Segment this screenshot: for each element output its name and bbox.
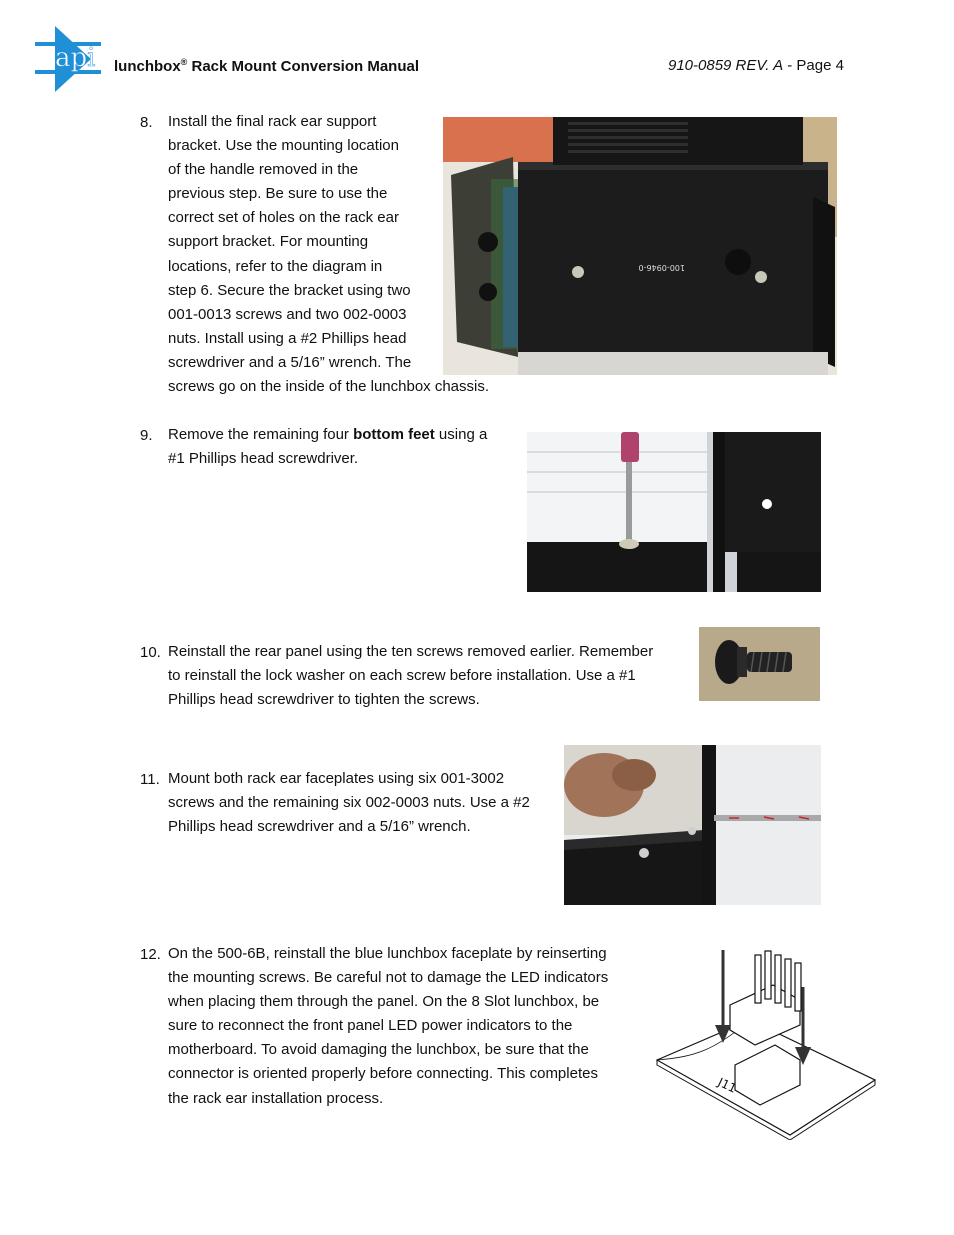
step-9-number: 9. <box>140 427 153 444</box>
bottom-feet-emphasis: bottom feet <box>353 426 435 443</box>
step-12-text: On the 500-6B, reinstall the blue lunchbox faceplate by reinserting the mounting screws. Be careful not to damage the LED indicators when placing them through the panel. On the 8 Slot lunchbox, be sure to reconnect the front panel LED power indicators to the motherboard. To avoid damaging the lunchbox, be sure that the connector is oriented properly before connecting. This completes the rack ear installation process. <box>168 945 609 1107</box>
manual-title: lunchbox® Rack Mount Conversion Manual <box>114 57 420 75</box>
page-number: Page 4 <box>796 57 844 74</box>
photo-rack-ear-bracket <box>443 117 837 375</box>
step-10-number: 10. <box>140 644 161 661</box>
step-12-number: 12. <box>140 946 161 963</box>
api-logo <box>33 24 103 94</box>
step-8-text: Install the final rack ear support bracket. Use the mounting location of the handle removed in the previous step. Be sure to use the correct set of holes on the rack ear support bracket. For mounting locations, refer to the diagram in step 6. Secure the bracket using two 001-0013 screws and two 002-0003 nuts. Install using a #2 Phillips head screwdriver and a 5/16” wrench. The screws go on the inside of the lunchbox chassis. <box>168 113 490 396</box>
svg-text:100-0946-0: 100-0946-0 <box>638 263 685 272</box>
step-8-number: 8. <box>140 114 153 131</box>
photo-bottom-feet <box>527 432 821 592</box>
doc-number: 910-0859 REV. A <box>668 57 784 74</box>
photo-screw-lock-washer <box>699 627 820 701</box>
step-11-number: 11. <box>140 771 160 788</box>
step-10-text: Reinstall the rear panel using the ten screws removed earlier. Remember to reinstall the lock washer on each screw before installation. Use a #1 Phillips head screwdriver to tighten the screws. <box>168 643 654 709</box>
svg-text:api: api <box>55 43 96 73</box>
step-9-text: Remove the remaining four bottom feet using a #1 Phillips head screwdriver. <box>168 426 488 468</box>
diagram-j11-connector <box>655 945 879 1140</box>
step-11-text: Mount both rack ear faceplates using six 001-3002 screws and the remaining six 002-0003 nuts. Use a #2 Phillips head screwdriver and a 5/16” wrench. <box>168 770 530 836</box>
photo-rack-ear-faceplates <box>564 745 821 905</box>
j11-label: J11 <box>715 1075 739 1096</box>
page-info: 910-0859 REV. A - Page 4 <box>668 57 844 74</box>
